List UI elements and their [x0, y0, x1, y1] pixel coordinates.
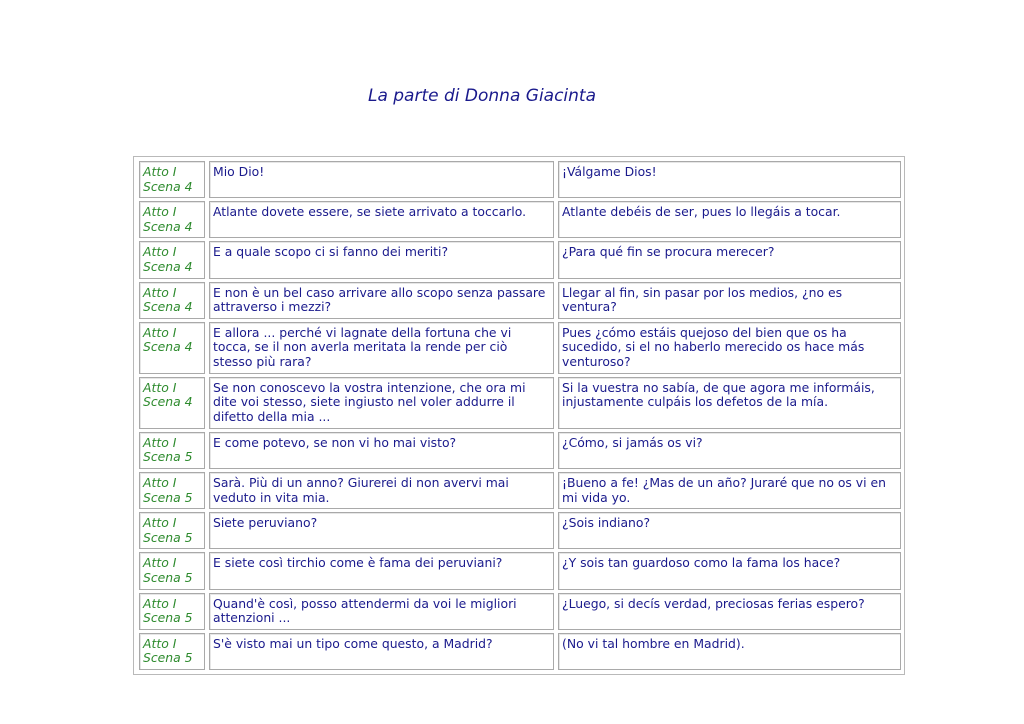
italian-text-cell: Sarà. Più di un anno? Giurerei di non avervi mai veduto in vita mia.	[209, 472, 554, 509]
scene-label: Scena 5	[143, 529, 193, 545]
scene-label: Scena 4	[143, 299, 193, 315]
act-scene-cell	[139, 201, 205, 238]
table-row	[139, 472, 901, 509]
table-row	[139, 161, 901, 198]
act-scene-cell	[139, 512, 205, 549]
spanish-text-cell: ¿Luego, si decís verdad, preciosas ferias espero?	[558, 593, 901, 630]
spanish-text-cell: Pues ¿cómo estáis quejoso del bien que os ha sucedido, si el no haberlo merecido os hace más venturoso?	[558, 322, 901, 374]
table-row	[139, 512, 901, 549]
scene-label: Scena 4	[143, 258, 193, 274]
table-row	[139, 552, 901, 589]
table-row	[139, 432, 901, 469]
act-scene-cell	[139, 432, 205, 469]
italian-text-cell: Mio Dio!	[209, 161, 554, 198]
scene-label: Scena 5	[143, 449, 193, 465]
dialogue-table-grid	[135, 158, 905, 673]
act-scene-cell	[139, 472, 205, 509]
act-label: Atto I	[143, 635, 177, 651]
act-label: Atto I	[143, 324, 177, 340]
italian-text-cell: Se non conoscevo la vostra intenzione, che ora mi dite voi stesso, siete ingiusto nel voler addurre il difetto della mia ...	[209, 377, 554, 429]
scene-label: Scena 4	[143, 394, 193, 410]
scene-label: Scena 4	[143, 178, 193, 194]
italian-text-cell: Atlante dovete essere, se siete arrivato a toccarlo.	[209, 201, 554, 238]
spanish-text-cell: ¡Válgame Dios!	[558, 161, 901, 198]
italian-text-cell: E allora ... perché vi lagnate della fortuna che vi tocca, se il non averla meritata la rende per ciò stesso più rara?	[209, 322, 554, 374]
act-scene-cell	[139, 377, 205, 429]
act-label: Atto I	[143, 284, 177, 300]
spanish-text-cell: ¿Y sois tan guardoso como la fama los hace?	[558, 552, 901, 589]
act-scene-cell	[139, 552, 205, 589]
italian-text-cell: E non è un bel caso arrivare allo scopo senza passare attraverso i mezzi?	[209, 282, 554, 319]
act-scene-cell	[139, 322, 205, 374]
italian-text-cell: E siete così tirchio come è fama dei peruviani?	[209, 552, 554, 589]
spanish-text-cell: Si la vuestra no sabía, de que agora me informáis, injustamente culpáis los defetos de la mía.	[558, 377, 901, 429]
spanish-text-cell: Llegar al fin, sin pasar por los medios, ¿no es ventura?	[558, 282, 901, 319]
spanish-text-cell: (No vi tal hombre en Madrid).	[558, 633, 901, 670]
document-title: La parte di Donna Giacinta	[367, 86, 597, 106]
act-label: Atto I	[143, 434, 177, 450]
act-scene-cell	[139, 161, 205, 198]
table-row	[139, 322, 901, 374]
table-row	[139, 282, 901, 319]
act-label: Atto I	[143, 595, 177, 611]
scene-label: Scena 4	[143, 218, 193, 234]
act-scene-cell	[139, 282, 205, 319]
table-row	[139, 241, 901, 278]
scene-label: Scena 5	[143, 569, 193, 585]
act-label: Atto I	[143, 555, 177, 571]
table-row	[139, 633, 901, 670]
act-scene-cell	[139, 633, 205, 670]
document-title-wrap	[0, 86, 1024, 106]
table-row	[139, 377, 901, 429]
table-row	[139, 201, 901, 238]
italian-text-cell: S'è visto mai un tipo come questo, a Madrid?	[209, 633, 554, 670]
act-label: Atto I	[143, 164, 177, 179]
italian-text-cell: E come potevo, se non vi ho mai visto?	[209, 432, 554, 469]
act-label: Atto I	[143, 244, 177, 260]
scene-label: Scena 5	[143, 610, 193, 626]
act-label: Atto I	[143, 204, 177, 220]
act-label: Atto I	[143, 515, 177, 531]
spanish-text-cell: ¿Para qué fin se procura merecer?	[558, 241, 901, 278]
act-label: Atto I	[143, 474, 177, 490]
scene-label: Scena 4	[143, 339, 193, 355]
italian-text-cell: E a quale scopo ci si fanno dei meriti?	[209, 241, 554, 278]
act-label: Atto I	[143, 379, 177, 395]
spanish-text-cell: Atlante debéis de ser, pues lo llegáis a tocar.	[558, 201, 901, 238]
scene-label: Scena 5	[143, 650, 193, 666]
italian-text-cell: Siete peruviano?	[209, 512, 554, 549]
table-row	[139, 593, 901, 630]
spanish-text-cell: ¡Bueno a fe! ¿Mas de un año? Juraré que no os vi en mi vida yo.	[558, 472, 901, 509]
spanish-text-cell: ¿Sois indiano?	[558, 512, 901, 549]
spanish-text-cell: ¿Cómo, si jamás os vi?	[558, 432, 901, 469]
act-scene-cell	[139, 593, 205, 630]
scene-label: Scena 5	[143, 489, 193, 505]
act-scene-cell	[139, 241, 205, 278]
dialogue-table	[133, 156, 905, 675]
italian-text-cell: Quand'è così, posso attendermi da voi le migliori attenzioni ...	[209, 593, 554, 630]
